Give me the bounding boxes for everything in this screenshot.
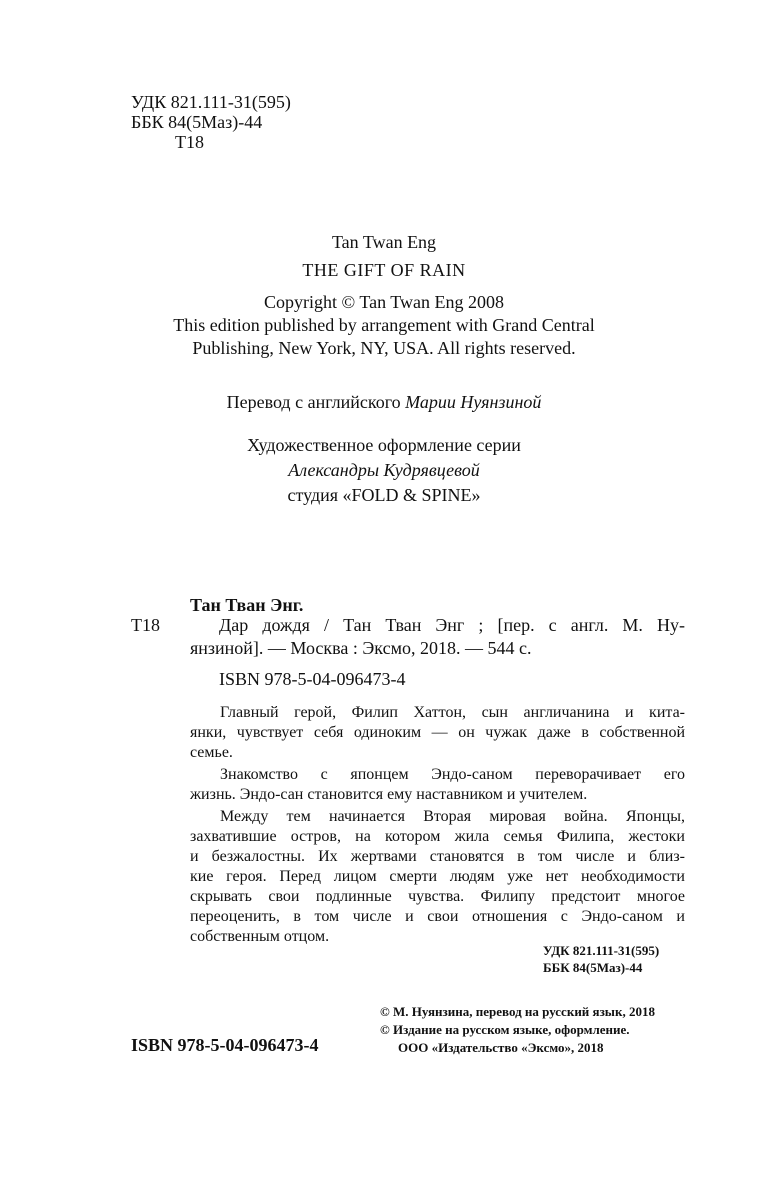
copyright-line-1: Copyright © Tan Twan Eng 2008 bbox=[264, 292, 504, 312]
copyright-edition: © Издание на русском языке, оформление. bbox=[380, 1022, 630, 1037]
annotation-line: Между тем начинается Вторая мировая война. Японцы, bbox=[220, 808, 685, 825]
annotation-line: кие героя. Перед лицом смерти людям уже нет необходимости bbox=[190, 868, 685, 885]
annotation-line: и безжалостны. Их жертвами становятся в том числе и близ- bbox=[190, 848, 685, 865]
translation-credit bbox=[0, 391, 768, 414]
annotation-line: Главный герой, Филип Хаттон, сын англичанина и кита- bbox=[220, 704, 685, 721]
design-studio: студия «FOLD & SPINE» bbox=[287, 485, 481, 505]
copyright-line-3: Publishing, New York, NY, USA. All rights reserved. bbox=[192, 338, 576, 358]
annotation-line: захватившие остров, на котором жила семья Филипа, жестоки bbox=[190, 828, 685, 845]
catalog-desc-line-1: Дар дождя / Тан Тван Энг ; [пер. с англ. М. Ну- bbox=[219, 615, 685, 635]
bbk-code: ББК 84(5Маз)-44 bbox=[131, 112, 263, 132]
translator-name: Марии Нуянзиной bbox=[405, 392, 542, 412]
udk-code-bottom: УДК 821.111-31(595) bbox=[543, 943, 660, 958]
annotation-line: янки, чувствует себя одиноким — он чужак даже в собственной bbox=[190, 724, 685, 741]
catalog-mark: Т18 bbox=[131, 615, 160, 635]
catalog-isbn: ISBN 978-5-04-096473-4 bbox=[219, 669, 406, 689]
catalog-desc-line-2: янзиной]. — Москва : Эксмо, 2018. — 544 с. bbox=[190, 638, 532, 658]
author-mark: Т18 bbox=[175, 132, 204, 152]
copyright-line-2: This edition published by arrangement with Grand Central bbox=[173, 315, 595, 335]
annotation-line: переоценить, в том числе и свои отношения с Эндо-саном и bbox=[190, 908, 685, 925]
bbk-code-bottom: ББК 84(5Маз)-44 bbox=[543, 960, 643, 975]
copyright-publisher: ООО «Издательство «Эксмо», 2018 bbox=[398, 1040, 604, 1055]
original-title: THE GIFT OF RAIN bbox=[302, 260, 466, 280]
annotation-line: жизнь. Эндо-сан становится ему наставником и учителем. bbox=[190, 786, 588, 803]
translation-prefix: Перевод с английского bbox=[226, 392, 406, 412]
catalog-heading: Тан Тван Энг. bbox=[190, 595, 304, 615]
annotation-line: скрывать свои подлинные чувства. Филипу предстоит многое bbox=[190, 888, 685, 905]
original-author: Tan Twan Eng bbox=[331, 232, 437, 252]
design-credit-line-1: Художественное оформление серии bbox=[247, 435, 521, 455]
annotation-line: Знакомство с японцем Эндо-саном переворачивает его bbox=[220, 766, 685, 783]
annotation-line: собственным отцом. bbox=[190, 928, 330, 945]
isbn-bottom: ISBN 978-5-04-096473-4 bbox=[131, 1035, 319, 1055]
udk-code: УДК 821.111-31(595) bbox=[131, 92, 291, 112]
copyright-translation: © М. Нуянзина, перевод на русский язык, 2018 bbox=[380, 1004, 655, 1019]
designer-name: Александры Кудрявцевой bbox=[288, 460, 480, 480]
annotation-line: семье. bbox=[190, 744, 233, 761]
